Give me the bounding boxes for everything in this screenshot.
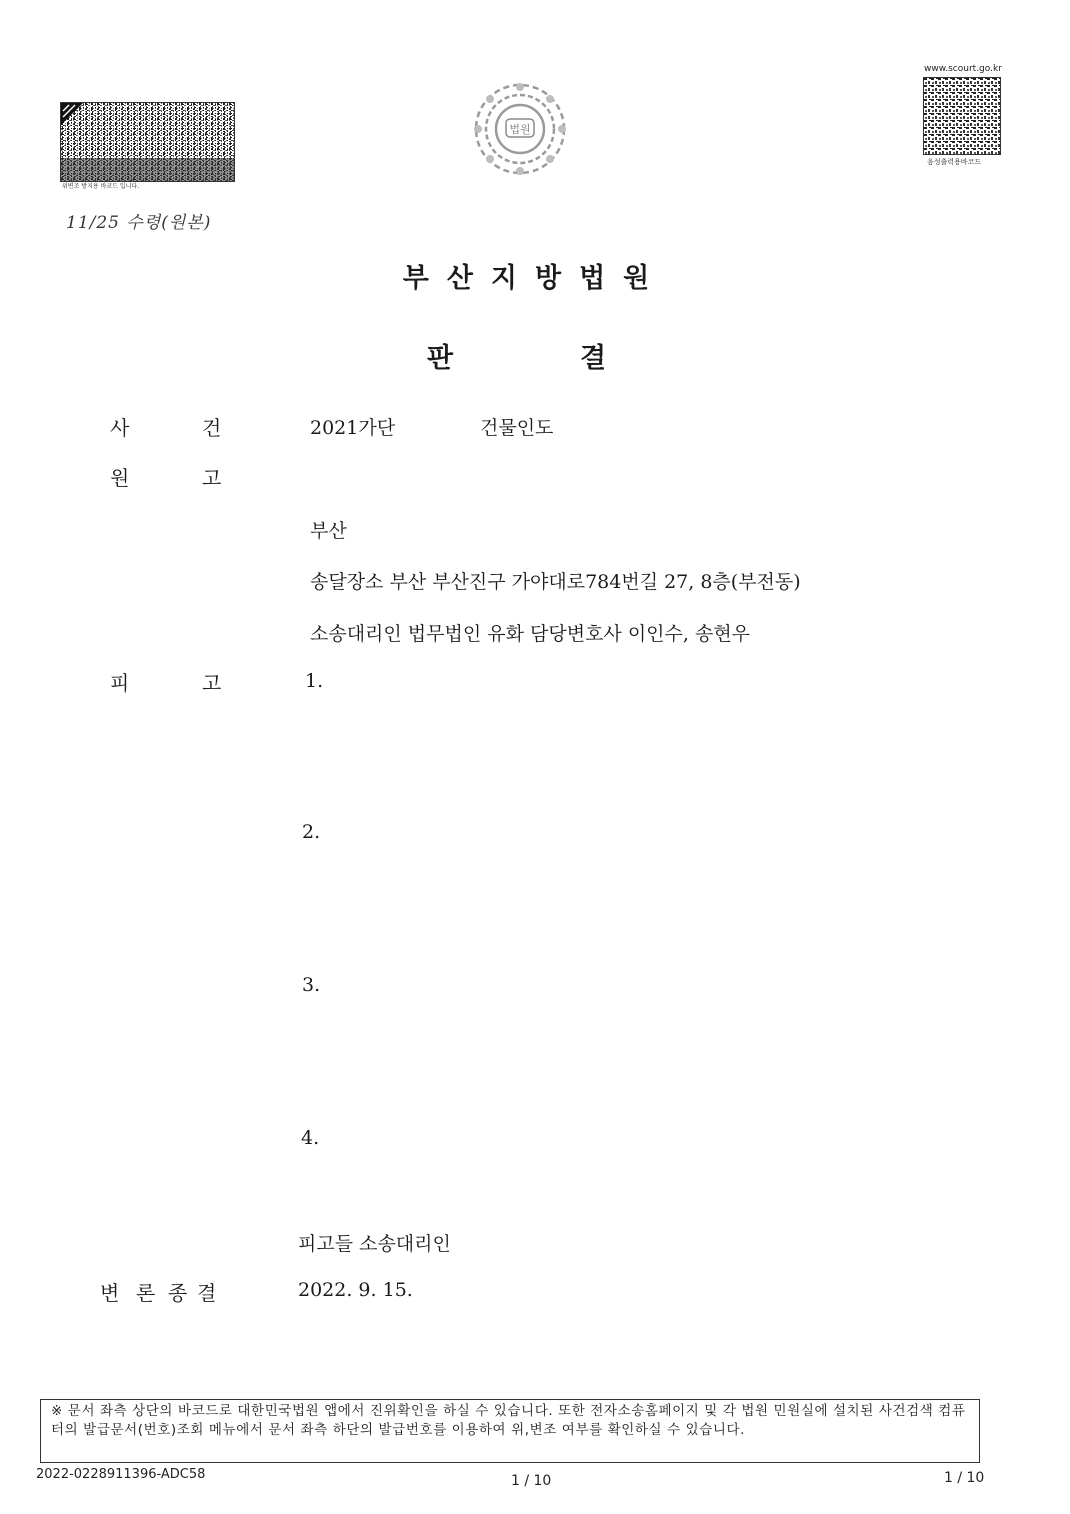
issue-number: 2022-0228911396-ADC58: [36, 1467, 206, 1482]
court-emblem: [470, 79, 570, 179]
defendant-item-4: 4.: [301, 1127, 320, 1149]
barcode-pattern: [61, 103, 234, 181]
defendant-item-3: 3.: [302, 974, 321, 996]
case-name: 건물인도: [480, 417, 554, 439]
plaintiff-attorney: 소송대리인 법무법인 유화 담당변호사 이인수, 송현우: [310, 623, 751, 645]
document-title-left: 판: [427, 343, 454, 374]
qr-caption: 음성출력용바코드: [927, 158, 982, 166]
case-number: 2021가단: [310, 417, 396, 439]
court-emblem-icon: [470, 79, 570, 179]
qr-pattern: [924, 78, 1000, 154]
site-url: www.scourt.go.kr: [924, 64, 1002, 74]
voice-output-qr-code: [923, 77, 1001, 155]
plaintiff-service-address: 송달장소 부산 부산진구 가야대로784번길 27, 8층(부전동): [310, 571, 801, 593]
anti-forgery-caption: 위변조 방지용 바코드 입니다.: [62, 183, 140, 190]
plaintiff-address: 부산: [310, 520, 347, 542]
page-number-right: 1 / 10: [944, 1470, 985, 1486]
page-number-center: 1 / 10: [511, 1473, 552, 1489]
closing-date: 2022. 9. 15.: [298, 1279, 413, 1301]
verification-notice: ※ 문서 좌측 상단의 바코드로 대한민국법원 앱에서 진위확인을 하실 수 있습니다. 또한 전자소송홈페이지 및 각 법원 민원실에 설치된 사건검색 컴퓨터의 발급문서(번호)조회 메뉴에서 문서 좌측 하단의 발급번호를 이용하여 위,변조 여부를 확인하실 수 있습니다.: [40, 1399, 980, 1463]
document-title-right: 결: [580, 343, 607, 374]
defendant-item-2: 2.: [302, 821, 321, 843]
emblem-text: 법원: [509, 123, 531, 136]
handwritten-receipt-note: 11/25 수령(원본): [66, 213, 212, 233]
court-name: 부산지방법원: [402, 263, 668, 294]
anti-forgery-barcode: [60, 102, 235, 182]
defendant-item-1: 1.: [305, 670, 324, 692]
defendants-attorney: 피고들 소송대리인: [298, 1233, 451, 1255]
